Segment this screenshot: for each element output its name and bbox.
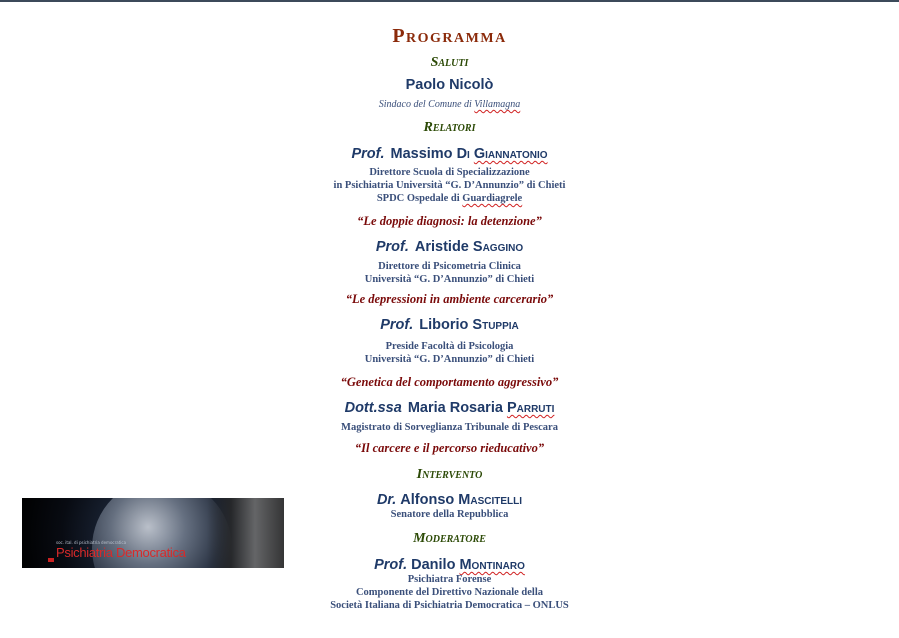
saluti-name: Paolo Nicolò <box>405 77 494 93</box>
logo-small-text: soc. ital. di psichiatria democratica <box>56 540 127 545</box>
section-relatori: Relatori <box>423 120 476 135</box>
speaker-3-role-2: Università “G. D’Annunzio” di Chieti <box>364 354 535 365</box>
speaker-3-first: Liborio <box>419 317 469 333</box>
speaker-4-first: Maria Rosaria <box>407 400 503 416</box>
logo-mark-icon <box>48 558 54 562</box>
moderatore-first: Danilo <box>411 557 456 573</box>
speaker-4-name <box>0 401 899 416</box>
top-border <box>0 0 899 2</box>
section-moderatore: Moderatore <box>413 531 486 546</box>
speaker-2-role-2: Università “G. D’Annunzio” di Chieti <box>364 274 535 285</box>
psichiatria-democratica-logo <box>22 498 284 568</box>
logo-title: Psichiatria Democratica <box>56 545 186 560</box>
intervento-role: Senatore della Repubblica <box>390 509 509 520</box>
speaker-1-role-3-place: Guardiagrele <box>462 193 523 204</box>
moderatore-prefix: Prof. <box>374 557 408 573</box>
moderatore-role-1: Psichiatra Forense <box>407 574 492 585</box>
intervento-last: Mascitelli <box>458 492 523 508</box>
speaker-4-role-1: Magistrato di Sorveglianza Tribunale di Pescara <box>341 422 558 433</box>
speaker-3-role-1: Preside Facoltà di Psicologia <box>385 341 514 352</box>
section-saluti: Saluti <box>430 55 469 70</box>
moderatore-role-3: Società Italiana di Psichiatria Democratica – ONLUS <box>330 600 569 611</box>
speaker-2-name <box>0 240 899 255</box>
speaker-1-first: Massimo <box>390 146 453 162</box>
speaker-2-first: Aristide <box>414 239 469 255</box>
intervento-prefix: Dr. <box>376 492 397 508</box>
speaker-1-role-3 <box>0 194 899 205</box>
speaker-1-name <box>0 147 899 162</box>
speaker-4-talk: “Il carcere e il percorso rieducativo” <box>354 441 545 455</box>
speaker-1-role-3-text: SPDC Ospedale di <box>376 193 463 204</box>
portrait-graphic <box>207 498 284 568</box>
speaker-2-talk: “Le depressioni in ambiente carcerario” <box>345 292 554 306</box>
saluti-role-text: Sindaco del Comune di <box>378 99 475 110</box>
speaker-1-prefix: Prof. <box>351 146 385 162</box>
speaker-4-last: Parruti <box>506 400 555 416</box>
speaker-1-role-1: Direttore Scuola di Specializzazione <box>369 167 530 178</box>
speaker-1-talk: “Le doppie diagnosi: la detenzione” <box>357 214 542 228</box>
speaker-3-prefix: Prof. <box>380 317 414 333</box>
section-intervento: Intervento <box>416 467 483 482</box>
page-title: Programma <box>392 25 507 47</box>
speaker-3-last: Stuppia <box>472 317 519 333</box>
speaker-4-prefix: Dott.ssa <box>344 400 402 416</box>
speaker-1-last-a: Di <box>456 146 474 162</box>
speaker-3-name <box>0 318 899 333</box>
saluti-role-place: Villamagna <box>474 99 521 110</box>
speaker-1-role-2: in Psichiatria Università “G. D’Annunzio” di Chieti <box>333 180 566 191</box>
speaker-2-role-1: Direttore di Psicometria Clinica <box>378 261 521 272</box>
moderatore-last: Montinaro <box>459 557 525 573</box>
speaker-2-prefix: Prof. <box>375 239 409 255</box>
speaker-1-last-b: Giannatonio <box>473 146 548 162</box>
saluti-role <box>0 100 899 110</box>
intervento-first: Alfonso <box>400 492 455 508</box>
speaker-2-last: Saggino <box>472 239 524 255</box>
speaker-3-talk: “Genetica del comportamento aggressivo” <box>340 375 559 389</box>
moderatore-role-2: Componente del Direttivo Nazionale della <box>355 587 544 598</box>
